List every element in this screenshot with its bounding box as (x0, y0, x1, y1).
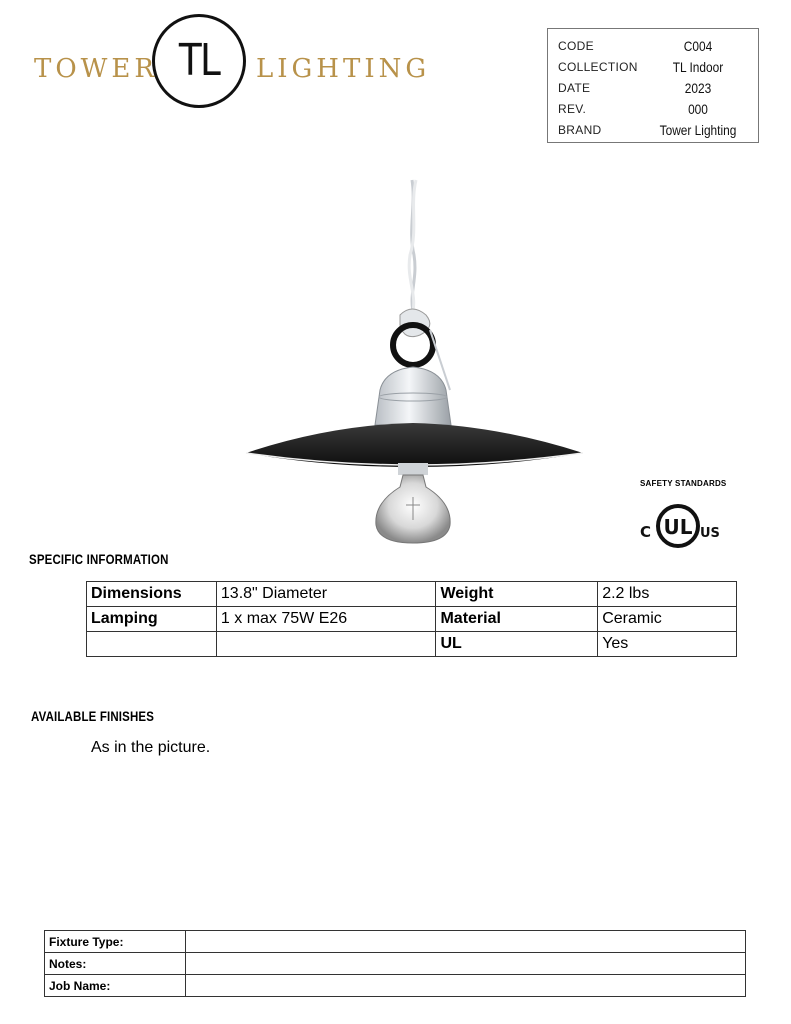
info-key: DATE (558, 80, 591, 95)
table-row (45, 931, 746, 953)
safety-standards-title: SAFETY STANDARDS (640, 479, 727, 488)
info-row-collection (558, 56, 750, 77)
info-key: BRAND (558, 122, 602, 137)
finishes-description: As in the picture. (91, 739, 211, 756)
table-row (87, 607, 737, 632)
form-label-job-name: Job Name: (45, 975, 186, 997)
brand-logo (34, 14, 431, 108)
info-row-rev (558, 98, 750, 119)
cord (409, 180, 416, 315)
info-value: C004 (683, 37, 713, 54)
table-row (87, 582, 737, 607)
table-row (45, 975, 746, 997)
logo-monogram: TL (178, 35, 220, 86)
spec-value (216, 632, 436, 657)
form-label-notes: Notes: (45, 953, 186, 975)
info-value: 000 (688, 100, 708, 117)
table-row (87, 632, 737, 657)
info-value: Tower Lighting (659, 121, 737, 138)
form-field-notes[interactable] (186, 953, 746, 975)
spec-label: Weight (436, 582, 598, 607)
info-key: REV. (558, 101, 587, 116)
product-info-box (547, 28, 759, 143)
available-finishes-heading: AVAILABLE FINISHES (31, 708, 155, 724)
logo-word-tower: TOWER (34, 54, 158, 84)
ul-mark-left: C (640, 523, 652, 541)
info-row-date (558, 77, 750, 98)
spec-label: UL (436, 632, 598, 657)
ul-mark-center: UL (663, 515, 693, 539)
spec-label: Material (436, 607, 598, 632)
form-label-fixture-type: Fixture Type: (45, 931, 186, 953)
specification-table (86, 581, 737, 657)
info-key: CODE (558, 38, 594, 53)
info-value: 2023 (684, 79, 712, 96)
spec-value: 13.8" Diameter (216, 582, 436, 607)
spec-label (87, 632, 217, 657)
ul-listed-icon (636, 500, 722, 552)
form-field-job-name[interactable] (186, 975, 746, 997)
spec-value: Ceramic (598, 607, 737, 632)
info-row-code (558, 35, 750, 56)
info-row-brand (558, 119, 750, 140)
spec-label: Lamping (87, 607, 217, 632)
info-value: TL Indoor (672, 58, 724, 75)
spec-value: 1 x max 75W E26 (216, 607, 436, 632)
specific-information-heading: SPECIFIC INFORMATION (29, 551, 169, 567)
form-field-fixture-type[interactable] (186, 931, 746, 953)
logo-word-lighting: LIGHTING (256, 54, 431, 84)
job-info-form (44, 930, 746, 997)
product-image (240, 175, 590, 545)
spec-label: Dimensions (87, 582, 217, 607)
spec-value: Yes (598, 632, 737, 657)
table-row (45, 953, 746, 975)
info-key: COLLECTION (558, 59, 638, 74)
spec-value: 2.2 lbs (598, 582, 737, 607)
logo-circle (152, 14, 246, 108)
ul-mark-right: US (700, 526, 720, 541)
